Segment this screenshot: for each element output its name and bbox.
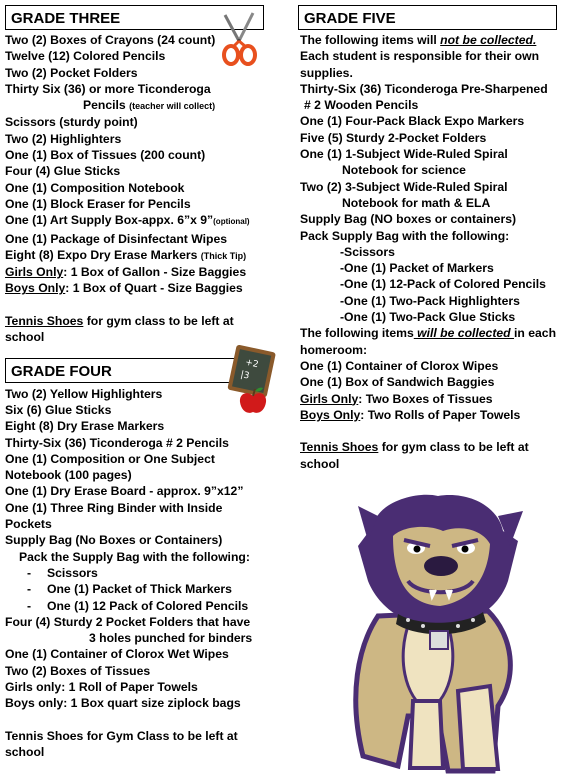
list-item: Tennis Shoes for gym class to be left at <box>300 440 529 455</box>
list-item: Four (4) Glue Sticks <box>5 164 121 179</box>
list-item: Two (2) 3-Subject Wide-Ruled Spiral <box>300 179 508 194</box>
list-item: One (1) Three Ring Binder with Inside <box>5 500 223 515</box>
list-item: One (1) Block Eraser for Pencils <box>5 196 191 211</box>
svg-text:|3: |3 <box>239 369 251 382</box>
list-item: - Scissors <box>27 565 98 580</box>
list-item: 3 holes punched for binders <box>89 631 253 646</box>
grade-five-title: GRADE FIVE <box>304 10 396 27</box>
list-item: Two (2) Yellow Highlighters <box>5 386 163 401</box>
list-item: The following items will not be collected. <box>300 33 537 47</box>
list-item: -One (1) 12-Pack of Colored Pencils <box>340 277 546 292</box>
list-item: school <box>300 456 340 471</box>
list-item: Two (2) Highlighters <box>5 131 122 146</box>
list-item: supplies. <box>300 65 353 80</box>
list-item: Supply Bag (NO boxes or containers) <box>300 212 517 227</box>
bulldog-mascot <box>318 486 548 776</box>
list-item: Tennis Shoes for Gym Class to be left at <box>5 728 238 743</box>
list-item: # 2 Wooden Pencils <box>304 98 419 113</box>
grade-four-list <box>5 386 267 761</box>
list-item: Pack Supply Bag with the following: <box>300 228 510 243</box>
list-item: One (1) Dry Erase Board - approx. 9”x12” <box>5 484 244 499</box>
list-item: One (1) Box of Tissues (200 count) <box>5 148 206 163</box>
list-item: Four (4) Sturdy 2 Pocket Folders that have <box>5 614 251 629</box>
list-item: - One (1) 12 Pack of Colored Pencils <box>27 598 249 613</box>
list-item: -One (1) Two-Pack Highlighters <box>340 293 520 308</box>
list-item: Eight (8) Dry Erase Markers <box>5 419 165 434</box>
list-item: - One (1) Packet of Thick Markers <box>27 582 232 597</box>
list-item: Each student is responsible for their own <box>300 49 540 64</box>
list-item: One (1) Composition Notebook <box>5 180 185 195</box>
list-item: Supply Bag (No Boxes or Containers) <box>5 533 223 548</box>
list-item: Scissors (sturdy point) <box>5 115 138 130</box>
list-item: Thirty-Six (36) Ticonderoga # 2 Pencils <box>5 435 229 450</box>
list-item: One (1) Art Supply Box-appx. 6”x 9”(optional) <box>5 213 250 228</box>
list-item: -Scissors <box>340 244 395 259</box>
list-item: One (1) Box of Sandwich Baggies <box>300 375 495 390</box>
list-item: homeroom: <box>300 342 368 357</box>
list-item: Boys Only: 1 Box of Quart - Size Baggies <box>5 281 243 296</box>
list-item: Tennis Shoes for gym class to be left at <box>5 314 234 329</box>
grade-five-header <box>298 5 557 30</box>
grade-five-list <box>298 32 560 472</box>
list-item: Pockets <box>5 517 52 532</box>
list-item: One (1) 1-Subject Wide-Ruled Spiral <box>300 147 508 162</box>
list-item: Two (2) Boxes of Tissues <box>5 663 151 678</box>
list-item: Girls only: 1 Roll of Paper Towels <box>5 679 198 694</box>
list-item: One (1) Package of Disinfectant Wipes <box>5 231 228 246</box>
list-item: One (1) Four-Pack Black Expo Markers <box>300 114 525 129</box>
grade-three-title: GRADE THREE <box>11 10 121 27</box>
list-item: The following items will be collected in each <box>300 326 557 341</box>
list-item: Thirty-Six (36) Ticonderoga Pre-Sharpened <box>300 81 548 96</box>
chalkboard-icon <box>225 344 281 416</box>
list-item: Girls Only: Two Boxes of Tissues <box>300 391 493 406</box>
list-item: One (1) Container of Clorox Wet Wipes <box>5 647 229 662</box>
list-item: Notebook for math & ELA <box>342 195 491 210</box>
list-item: Pencils (teacher will collect) <box>83 98 216 113</box>
list-item: Six (6) Glue Sticks <box>5 402 112 417</box>
list-item: Notebook (100 pages) <box>5 468 132 483</box>
grade-three-list <box>5 32 267 346</box>
list-item: Boys Only: Two Rolls of Paper Towels <box>300 407 521 422</box>
list-item: One (1) Composition or One Subject <box>5 451 215 466</box>
list-item: Twelve (12) Colored Pencils <box>5 49 166 64</box>
grade-four-title: GRADE FOUR <box>11 362 112 380</box>
list-item: school <box>5 745 45 760</box>
right-column <box>298 0 560 472</box>
list-item: -One (1) Two-Pack Glue Sticks <box>340 310 516 325</box>
scissors-icon <box>217 11 261 69</box>
list-item: school <box>5 330 45 345</box>
list-item: Five (5) Sturdy 2-Pocket Folders <box>300 130 487 145</box>
left-column <box>5 0 267 760</box>
list-item: Eight (8) Expo Dry Erase Markers (Thick Tip) <box>5 247 247 262</box>
list-item: One (1) Container of Clorox Wipes <box>300 358 499 373</box>
list-item: -One (1) Packet of Markers <box>340 261 494 276</box>
list-item: Two (2) Boxes of Crayons (24 count) <box>5 33 216 47</box>
list-item: Pack the Supply Bag with the following: <box>19 549 250 564</box>
svg-text:+2: +2 <box>244 357 260 371</box>
list-item: Two (2) Pocket Folders <box>5 65 138 80</box>
list-item: Notebook for science <box>342 163 466 178</box>
list-item: Girls Only: 1 Box of Gallon - Size Baggies <box>5 265 247 280</box>
list-item: Thirty Six (36) or more Ticonderoga <box>5 81 211 96</box>
list-item: Boys only: 1 Box quart size ziplock bags <box>5 696 241 711</box>
